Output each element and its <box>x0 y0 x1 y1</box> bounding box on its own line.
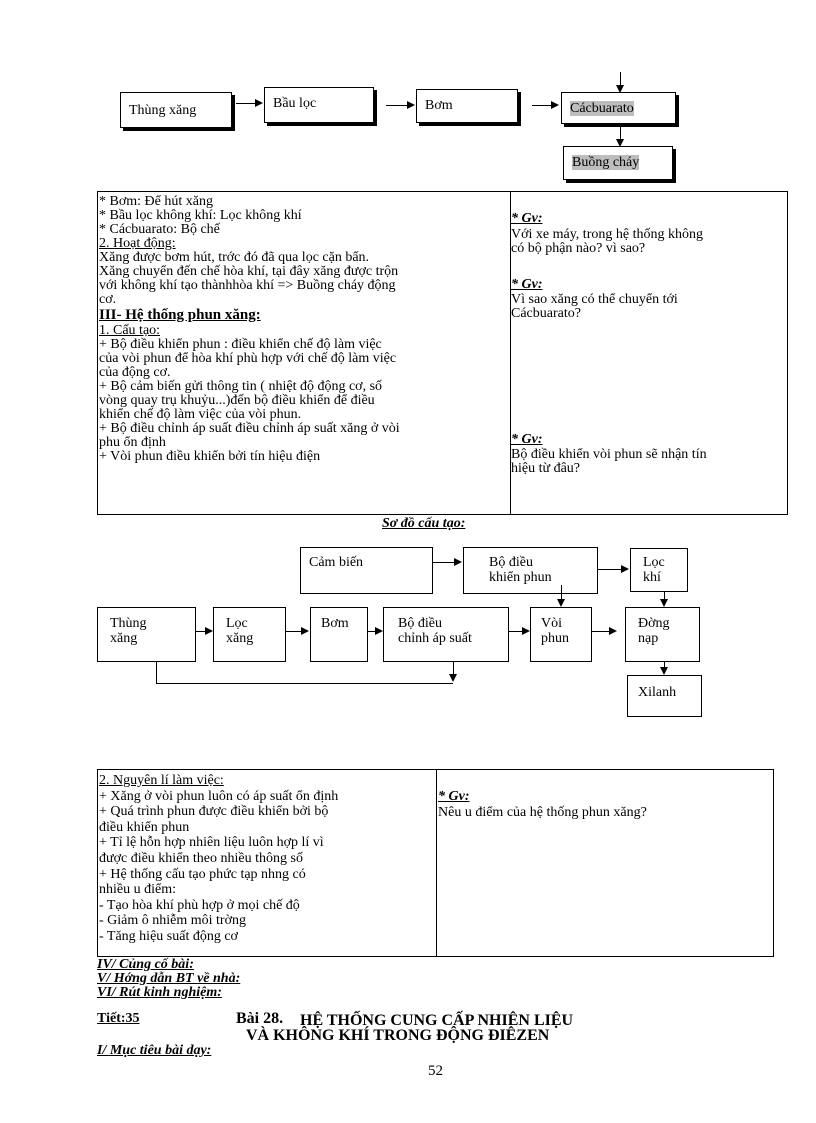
arrow-head <box>301 627 309 635</box>
node-intake <box>625 607 700 662</box>
text-line: vòng quay trụ khuỷu...)đến bộ điều khiển để điều <box>99 393 375 408</box>
node-label: Buồng cháy <box>572 155 640 170</box>
text-line: được điều khiển theo nhiều thông số <box>99 850 303 866</box>
node-label: Xilanh <box>638 685 677 700</box>
node-label: chỉnh áp suất <box>398 631 472 646</box>
node-label: xăng <box>226 631 254 646</box>
page-number: 52 <box>428 1063 443 1079</box>
arrow-line <box>620 126 621 140</box>
arrow-head <box>660 667 668 675</box>
arrow-head <box>255 99 263 107</box>
node-label: Thùng <box>110 616 147 631</box>
teacher-column <box>511 192 787 514</box>
text-line: - Giảm ô nhiễm môi trờng <box>99 913 246 929</box>
node-label: Lọc <box>643 555 665 570</box>
question-line: Nêu u điểm của hệ thống phun xăng? <box>438 805 647 820</box>
content-column <box>99 195 509 514</box>
lesson-table-1 <box>97 191 788 515</box>
lesson-title-line1: HỆ THỐNG CUNG CẤP NHIÊN LIỆU <box>300 1012 574 1029</box>
arrow-head <box>551 101 559 109</box>
arrow-line <box>286 631 302 632</box>
question-line: hiệu từ đâu? <box>511 461 581 476</box>
text-line: của vòi phun để hòa khí phù hợp với chế độ làm việc <box>99 351 397 366</box>
text-line: của động cơ. <box>99 365 171 380</box>
text-line: + Quá trình phun được điều khiển bởi bộ <box>99 804 329 820</box>
node-label: Bơm <box>425 98 453 113</box>
text-line: + Tỉ lệ hỗn hợp nhiên liệu luôn hợp lí vì <box>99 835 324 851</box>
node-label: khí <box>643 570 661 585</box>
gv-label: * Gv: <box>511 432 543 447</box>
node-label: Bầu lọc <box>273 96 317 111</box>
text-line: cơ. <box>99 292 117 307</box>
node-cylinder <box>627 675 702 717</box>
text-line: phu ổn định <box>99 435 166 450</box>
arrow-head <box>621 565 629 573</box>
node-pump <box>416 89 518 123</box>
gv-label: * Gv: <box>511 211 543 226</box>
node-combustion-chamber <box>563 146 673 180</box>
text-line: + Vòi phun điều khiển bởi tín hiệu điện <box>99 449 321 464</box>
arrow-line <box>236 103 256 104</box>
column-divider <box>436 770 437 956</box>
text-line: + Bộ cảm biến gửi thông tin ( nhiệt độ động cơ, số <box>99 379 383 394</box>
arrow-line <box>561 585 562 600</box>
text-line: Xăng chuyển đến chế hòa khí, tại đây xăng được trộn <box>99 264 399 279</box>
arrow-head <box>557 599 565 607</box>
node-label: Đờng <box>638 616 670 631</box>
arrow-head <box>407 101 415 109</box>
text-line: - Tạo hòa khí phù hợp ở mọi chế độ <box>99 897 300 913</box>
question-line: Bộ điều khiển vòi phun sẽ nhận tín <box>511 447 707 462</box>
lesson-number: Bài 28. <box>236 1010 284 1027</box>
section-heading: 1. Cấu tạo: <box>99 323 161 338</box>
arrow-line <box>532 105 552 106</box>
section-heading: 2. Hoạt động: <box>99 236 176 251</box>
node-label: Bộ điều <box>489 555 533 570</box>
arrow-head <box>660 599 668 607</box>
node-label: Cácbuarato <box>570 101 634 116</box>
node-controller <box>463 547 598 594</box>
section-heading: V/ Hớng dẫn BT về nhà: <box>97 971 241 986</box>
text-line: + Hệ thống cấu tạo phức tạp nhng có <box>99 866 306 882</box>
section-heading: VI/ Rút kinh nghiệm: <box>97 985 222 1000</box>
arrow-head <box>454 558 462 566</box>
node-injector <box>530 607 592 662</box>
node-label: xăng <box>110 631 138 646</box>
teacher-column <box>438 770 773 956</box>
lesson-title-line2: VÀ KHÔNG KHÍ TRONG ĐỘNG ĐIÊZEN <box>246 1027 550 1044</box>
content-column <box>99 773 434 956</box>
node-fuel-filter <box>213 607 286 662</box>
arrow-head <box>449 674 457 682</box>
node-label: nạp <box>638 631 659 646</box>
question-line: có bộ phận nào? vì sao? <box>511 241 646 256</box>
text-line: nhiều u điểm: <box>99 882 176 898</box>
text-line: - Tăng hiệu suất động cơ <box>99 928 238 944</box>
arrow-line <box>620 72 621 86</box>
node-label: khiển phun <box>489 570 552 585</box>
text-line: * Cácbuarato: Bộ chế <box>99 222 220 237</box>
return-line <box>156 683 453 684</box>
node-fuel-tank <box>120 92 232 128</box>
arrow-head <box>205 627 213 635</box>
text-line: * Bơm: Để hút xăng <box>99 195 213 209</box>
node-label: Cảm biến <box>309 555 364 570</box>
arrow-line <box>598 569 622 570</box>
objectives-heading: I/ Mục tiêu bài dạy: <box>97 1043 212 1058</box>
diagram-title: Sơ đồ cấu tạo: <box>382 516 466 531</box>
text-line: điều khiển phun <box>99 819 190 835</box>
node-air-filter <box>630 548 688 592</box>
node-label: Lọc <box>226 616 248 631</box>
text-line: + Bộ điều chỉnh áp suất điều chỉnh áp suất xăng ở vòi <box>99 421 400 436</box>
node-sensor <box>300 547 433 594</box>
text-line: khiển chế độ làm việc của vòi phun. <box>99 407 302 422</box>
section-heading: IV/ Củng cố bài: <box>97 957 194 972</box>
arrow-line <box>509 631 523 632</box>
node-label: Thùng xăng <box>129 103 197 118</box>
arrow-head <box>522 627 530 635</box>
arrow-line <box>386 105 408 106</box>
question-line: Với xe máy, trong hệ thống không <box>511 227 703 242</box>
lesson-table-2 <box>97 769 774 957</box>
node-regulator <box>383 607 509 662</box>
arrow-head <box>609 627 617 635</box>
node-label: Bơm <box>321 616 349 631</box>
gv-label: * Gv: <box>438 789 470 804</box>
node-filter <box>264 87 374 123</box>
text-line: * Bầu lọc không khí: Lọc không khí <box>99 208 302 223</box>
section-heading: III- Hệ thống phun xăng: <box>99 307 261 323</box>
node-label: phun <box>541 631 569 646</box>
text-line: Xăng được bơm hút, trớc đó đã qua lọc cặn bẩn. <box>99 250 370 265</box>
node-tank <box>97 607 196 662</box>
node-label: Vòi <box>541 616 562 631</box>
question-line: Vì sao xăng có thể chuyển tới <box>511 292 678 307</box>
gv-label: * Gv: <box>511 277 543 292</box>
node-pump <box>310 607 368 662</box>
question-line: Cácbuarato? <box>511 306 581 321</box>
section-heading: 2. Nguyên lí làm việc: <box>99 773 224 788</box>
arrow-line <box>592 631 610 632</box>
text-line: với không khí tạo thànhhòa khí => Buồng cháy động <box>99 278 396 293</box>
return-line <box>156 662 157 683</box>
text-line: + Bộ điều khiển phun : điều khiển chế độ làm việc <box>99 337 382 352</box>
node-carburetor <box>561 92 676 124</box>
lesson-footer <box>97 958 717 1000</box>
arrow-line <box>433 562 455 563</box>
arrow-head <box>375 627 383 635</box>
node-label: Bộ điều <box>398 616 442 631</box>
text-line: + Xăng ở vòi phun luôn có áp suất ổn định <box>99 788 339 804</box>
period-label: Tiết:35 <box>97 1011 140 1026</box>
